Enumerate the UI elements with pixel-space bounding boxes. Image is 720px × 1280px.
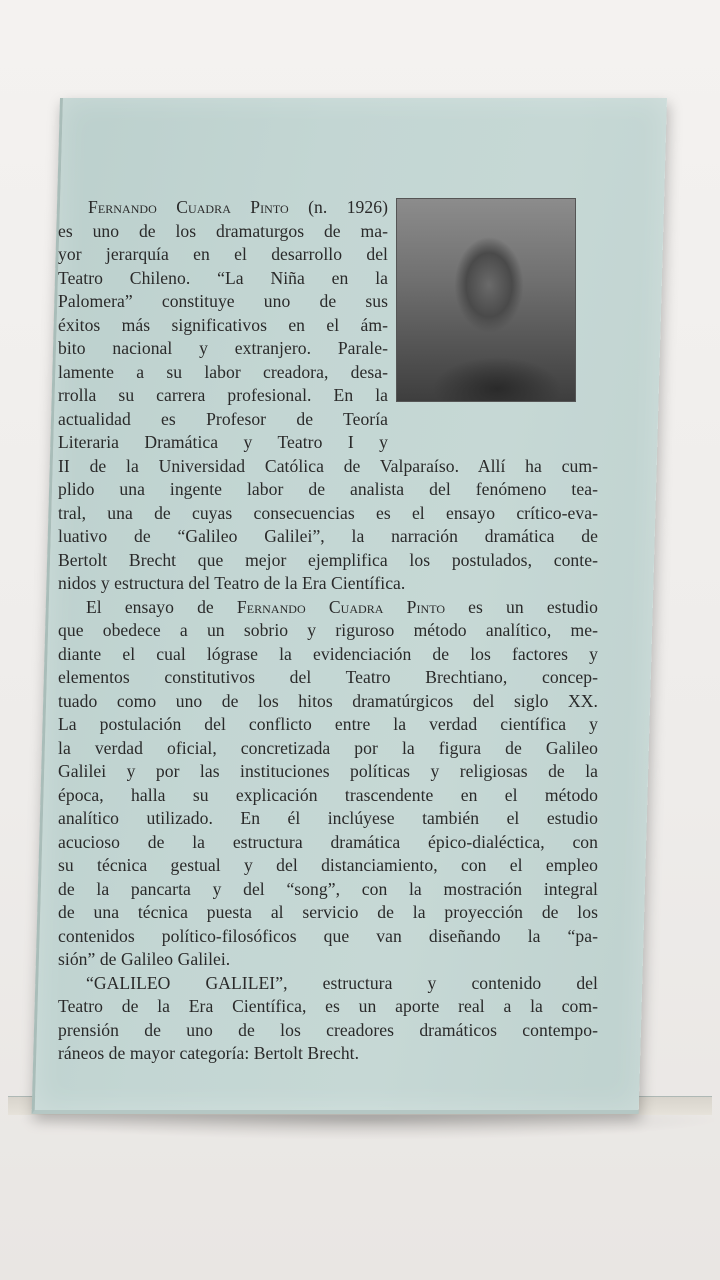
text-line: elementos constitutivos del Teatro Brechtiano, concep- — [58, 667, 598, 687]
text-line: acucioso de la estructura dramática épico-dialéctica, con — [58, 831, 598, 852]
text-line: de la pancarta y del “song”, con la mostración integral — [58, 878, 598, 899]
back-cover-text — [58, 196, 598, 1066]
text-line: “GALILEO GALILEI”, estructura y contenido del — [86, 972, 598, 993]
text-line: tuado como uno de los hitos dramatúrgicos del siglo XX. — [58, 690, 598, 711]
text-line: Teatro de la Era Científica, es un aporte real a la com- — [58, 996, 598, 1016]
text-line: Fernando Cuadra Pinto (n. 1926) — [88, 197, 388, 217]
text-line: El ensayo de Fernando Cuadra Pinto es un estudio — [86, 596, 598, 617]
text-line: de una técnica puesta al servicio de la proyección de los — [58, 902, 598, 922]
text-line: es uno de los dramaturgos de ma- — [58, 220, 388, 241]
text-line: plido una ingente labor de analista del fenómeno tea- — [58, 479, 598, 499]
text-line: analítico utilizado. En él inclúyese también el estudio — [58, 808, 598, 828]
text-line: contenidos político-filosóficos que van diseñando la “pa- — [58, 925, 598, 946]
text-line: nidos y estructura del Teatro de la Era Científica. — [58, 573, 406, 593]
text-line: Palomera” constituye uno de sus — [58, 291, 388, 311]
text-line: tral, una de cuyas consecuencias es el ensayo crítico-eva- — [58, 502, 598, 523]
text-line: luativo de “Galileo Galilei”, la narración dramática de — [58, 526, 598, 546]
text-line: La postulación del conflicto entre la verdad científica y — [58, 714, 598, 734]
text-line: Teatro Chileno. “La Niña en la — [58, 267, 388, 288]
author-name: Fernando Cuadra Pinto — [236, 596, 446, 617]
text-line: éxitos más significativos en el ám- — [58, 314, 388, 335]
text-line: sión” de Galileo Galilei. — [58, 949, 231, 969]
text-line: que obedece a un sobrio y riguroso método analítico, me- — [58, 620, 598, 640]
text-line: Literaria Dramática y Teatro I y — [58, 432, 388, 452]
text-line: época, halla su explicación trascendente en el método — [58, 784, 598, 805]
text-line: Galilei y por las instituciones políticas y religiosas de la — [58, 761, 598, 781]
text-line: rrolla su carrera profesional. En la — [58, 385, 388, 405]
text-line: II de la Universidad Católica de Valparaíso. Allí ha cum- — [58, 455, 598, 476]
text-line: actualidad es Profesor de Teoría — [58, 408, 388, 429]
text-line: yor jerarquía en el desarrollo del — [58, 244, 388, 264]
text-line: diante el cual lógrase la evidenciación de los factores y — [58, 643, 598, 664]
text-line: su técnica gestual y del distanciamiento, con el empleo — [58, 855, 598, 875]
text-line: prensión de uno de los creadores dramáticos contempo- — [58, 1019, 598, 1040]
text-line: Bertolt Brecht que mejor ejemplifica los postulados, conte- — [58, 549, 598, 570]
text-line: bito nacional y extranjero. Parale- — [58, 338, 388, 358]
text-line: lamente a su labor creadora, desa- — [58, 361, 388, 382]
text-line: ráneos de mayor categoría: Bertolt Brecht. — [58, 1043, 360, 1063]
author-name: Fernando Cuadra Pinto — [88, 197, 289, 217]
text-line: la verdad oficial, concretizada por la figura de Galileo — [58, 737, 598, 758]
